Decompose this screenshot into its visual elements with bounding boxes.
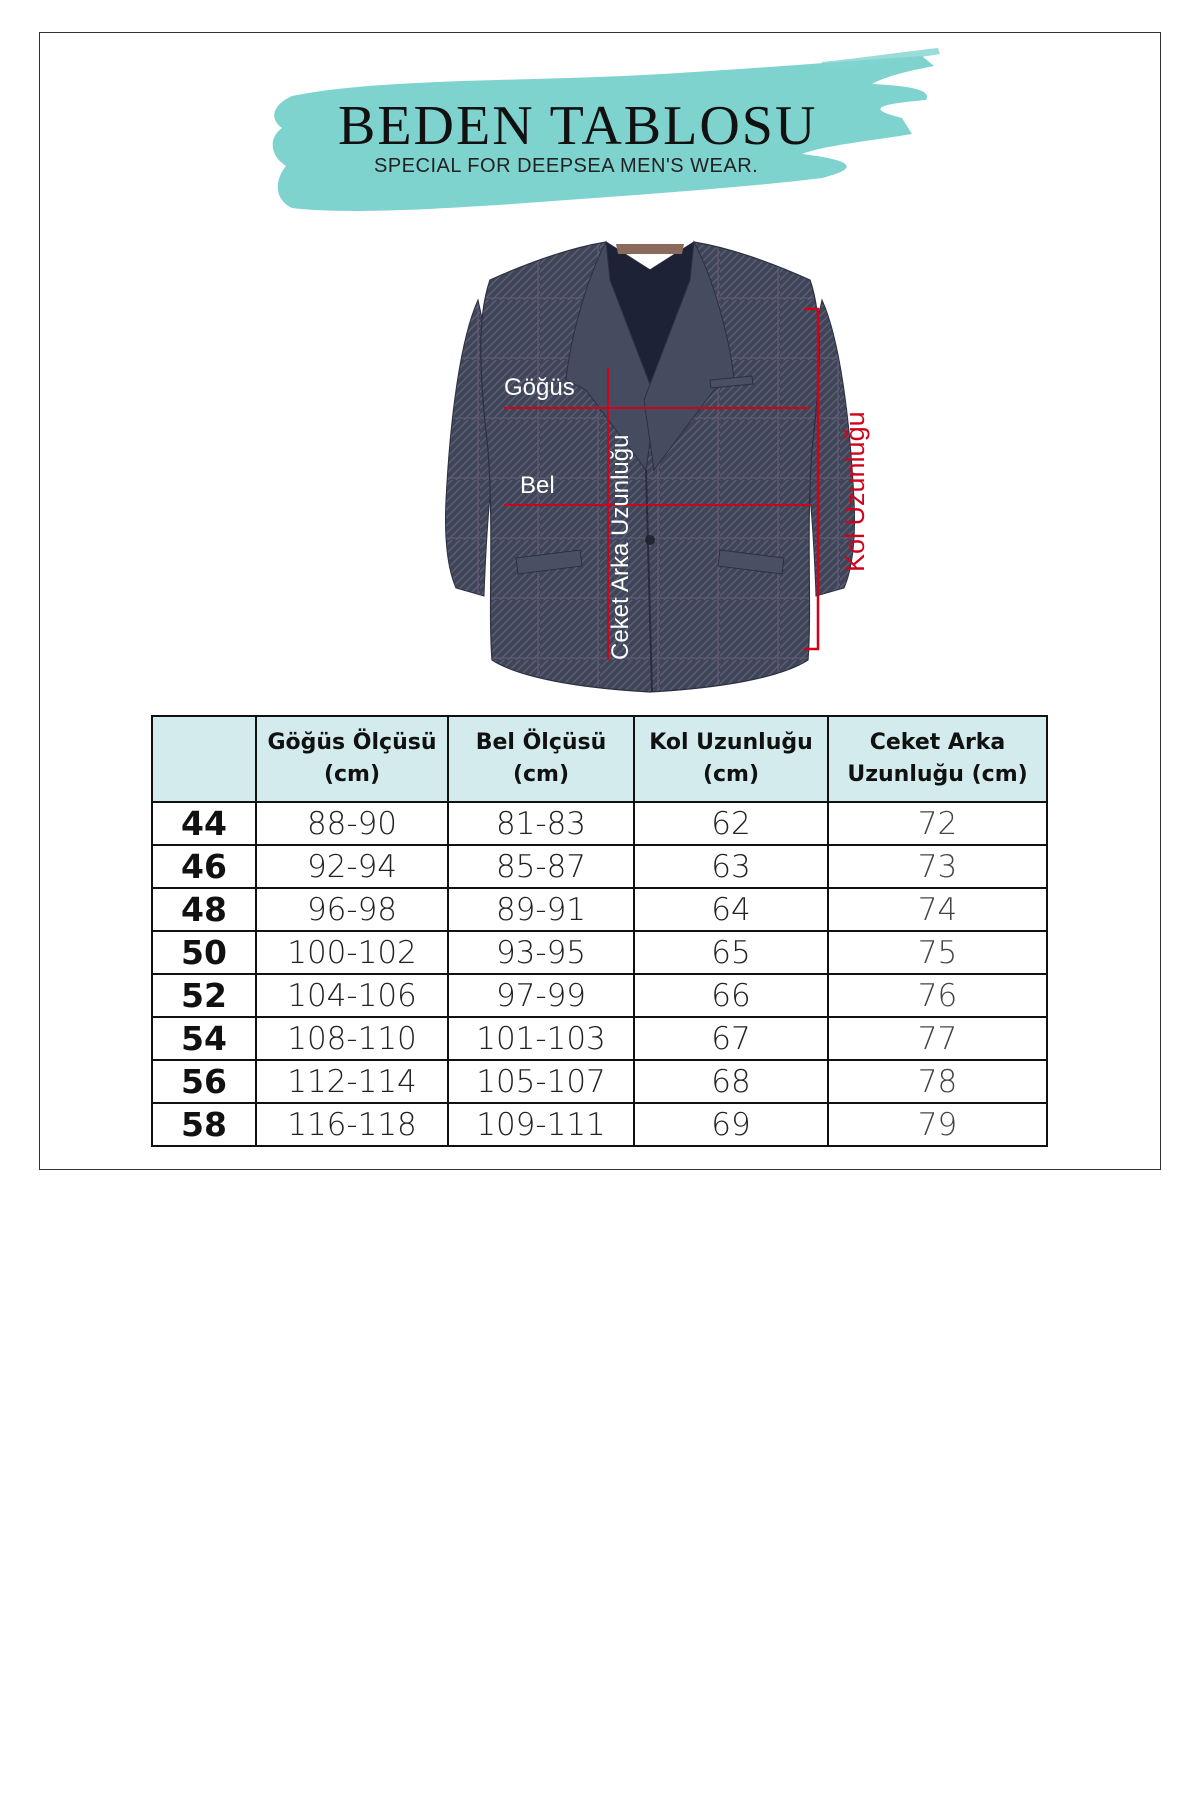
- back-length-label: Ceket Arka Uzunluğu: [607, 434, 634, 660]
- size-cell: 56: [152, 1060, 256, 1103]
- sleeve-length-bracket: [800, 307, 824, 651]
- waist-cell: 97-99: [448, 974, 634, 1017]
- back-length-cell: 74: [828, 888, 1047, 931]
- column-header-line2: (cm): [512, 762, 570, 787]
- column-header-line1: Göğüs Ölçüsü: [267, 730, 437, 755]
- sleeve-cell: 63: [634, 845, 828, 888]
- column-header-line1: Ceket Arka: [869, 730, 1006, 755]
- chest-cell: 88-90: [256, 802, 448, 845]
- column-header: [634, 716, 828, 802]
- header: [262, 38, 942, 218]
- table-header-row: [152, 716, 1047, 802]
- back-length-cell: 73: [828, 845, 1047, 888]
- back-length-cell: 76: [828, 974, 1047, 1017]
- size-cell: 44: [152, 802, 256, 845]
- column-header-line2: (cm): [702, 762, 760, 787]
- column-header: [256, 716, 448, 802]
- table-row: [152, 1060, 1047, 1103]
- table-row: [152, 802, 1047, 845]
- sleeve-cell: 64: [634, 888, 828, 931]
- sleeve-cell: 69: [634, 1103, 828, 1146]
- chest-cell: 100-102: [256, 931, 448, 974]
- column-header-line2: Uzunluğu (cm): [847, 762, 1028, 787]
- waist-cell: 81-83: [448, 802, 634, 845]
- page-title: BEDEN TABLOSU: [338, 95, 818, 157]
- back-length-cell: 72: [828, 802, 1047, 845]
- chest-cell: 108-110: [256, 1017, 448, 1060]
- chest-cell: 116-118: [256, 1103, 448, 1146]
- sleeve-cell: 62: [634, 802, 828, 845]
- chest-cell: 92-94: [256, 845, 448, 888]
- sleeve-cell: 68: [634, 1060, 828, 1103]
- size-cell: 54: [152, 1017, 256, 1060]
- size-table: [151, 715, 1048, 1147]
- column-header: [448, 716, 634, 802]
- column-header-line1: Kol Uzunluğu: [649, 730, 813, 755]
- table-row: [152, 888, 1047, 931]
- size-cell: 48: [152, 888, 256, 931]
- sleeve-length-label: Kol Uzunluğu: [840, 411, 870, 572]
- waist-cell: 85-87: [448, 845, 634, 888]
- back-length-cell: 78: [828, 1060, 1047, 1103]
- sleeve-cell: 65: [634, 931, 828, 974]
- waist-cell: 93-95: [448, 931, 634, 974]
- table-row: [152, 974, 1047, 1017]
- size-cell: 50: [152, 931, 256, 974]
- waist-cell: 101-103: [448, 1017, 634, 1060]
- column-header-line2: (cm): [323, 762, 381, 787]
- back-length-cell: 77: [828, 1017, 1047, 1060]
- chest-label: Göğüs: [504, 374, 575, 401]
- back-length-cell: 79: [828, 1103, 1047, 1146]
- sleeve-cell: 67: [634, 1017, 828, 1060]
- waist-cell: 89-91: [448, 888, 634, 931]
- size-cell: 46: [152, 845, 256, 888]
- page-subtitle: SPECIAL FOR DEEPSEA MEN'S WEAR.: [374, 155, 759, 177]
- column-header-line1: Bel Ölçüsü: [475, 730, 607, 755]
- waist-cell: 109-111: [448, 1103, 634, 1146]
- table-row: [152, 845, 1047, 888]
- size-cell: 58: [152, 1103, 256, 1146]
- sleeve-cell: 66: [634, 974, 828, 1017]
- chest-cell: 112-114: [256, 1060, 448, 1103]
- waist-cell: 105-107: [448, 1060, 634, 1103]
- chest-cell: 96-98: [256, 888, 448, 931]
- corner-cell: [152, 716, 256, 802]
- size-cell: 52: [152, 974, 256, 1017]
- table-row: [152, 931, 1047, 974]
- waist-label: Bel: [520, 472, 555, 499]
- table-row: [152, 1103, 1047, 1146]
- back-length-cell: 75: [828, 931, 1047, 974]
- chest-cell: 104-106: [256, 974, 448, 1017]
- column-header: [828, 716, 1047, 802]
- table-row: [152, 1017, 1047, 1060]
